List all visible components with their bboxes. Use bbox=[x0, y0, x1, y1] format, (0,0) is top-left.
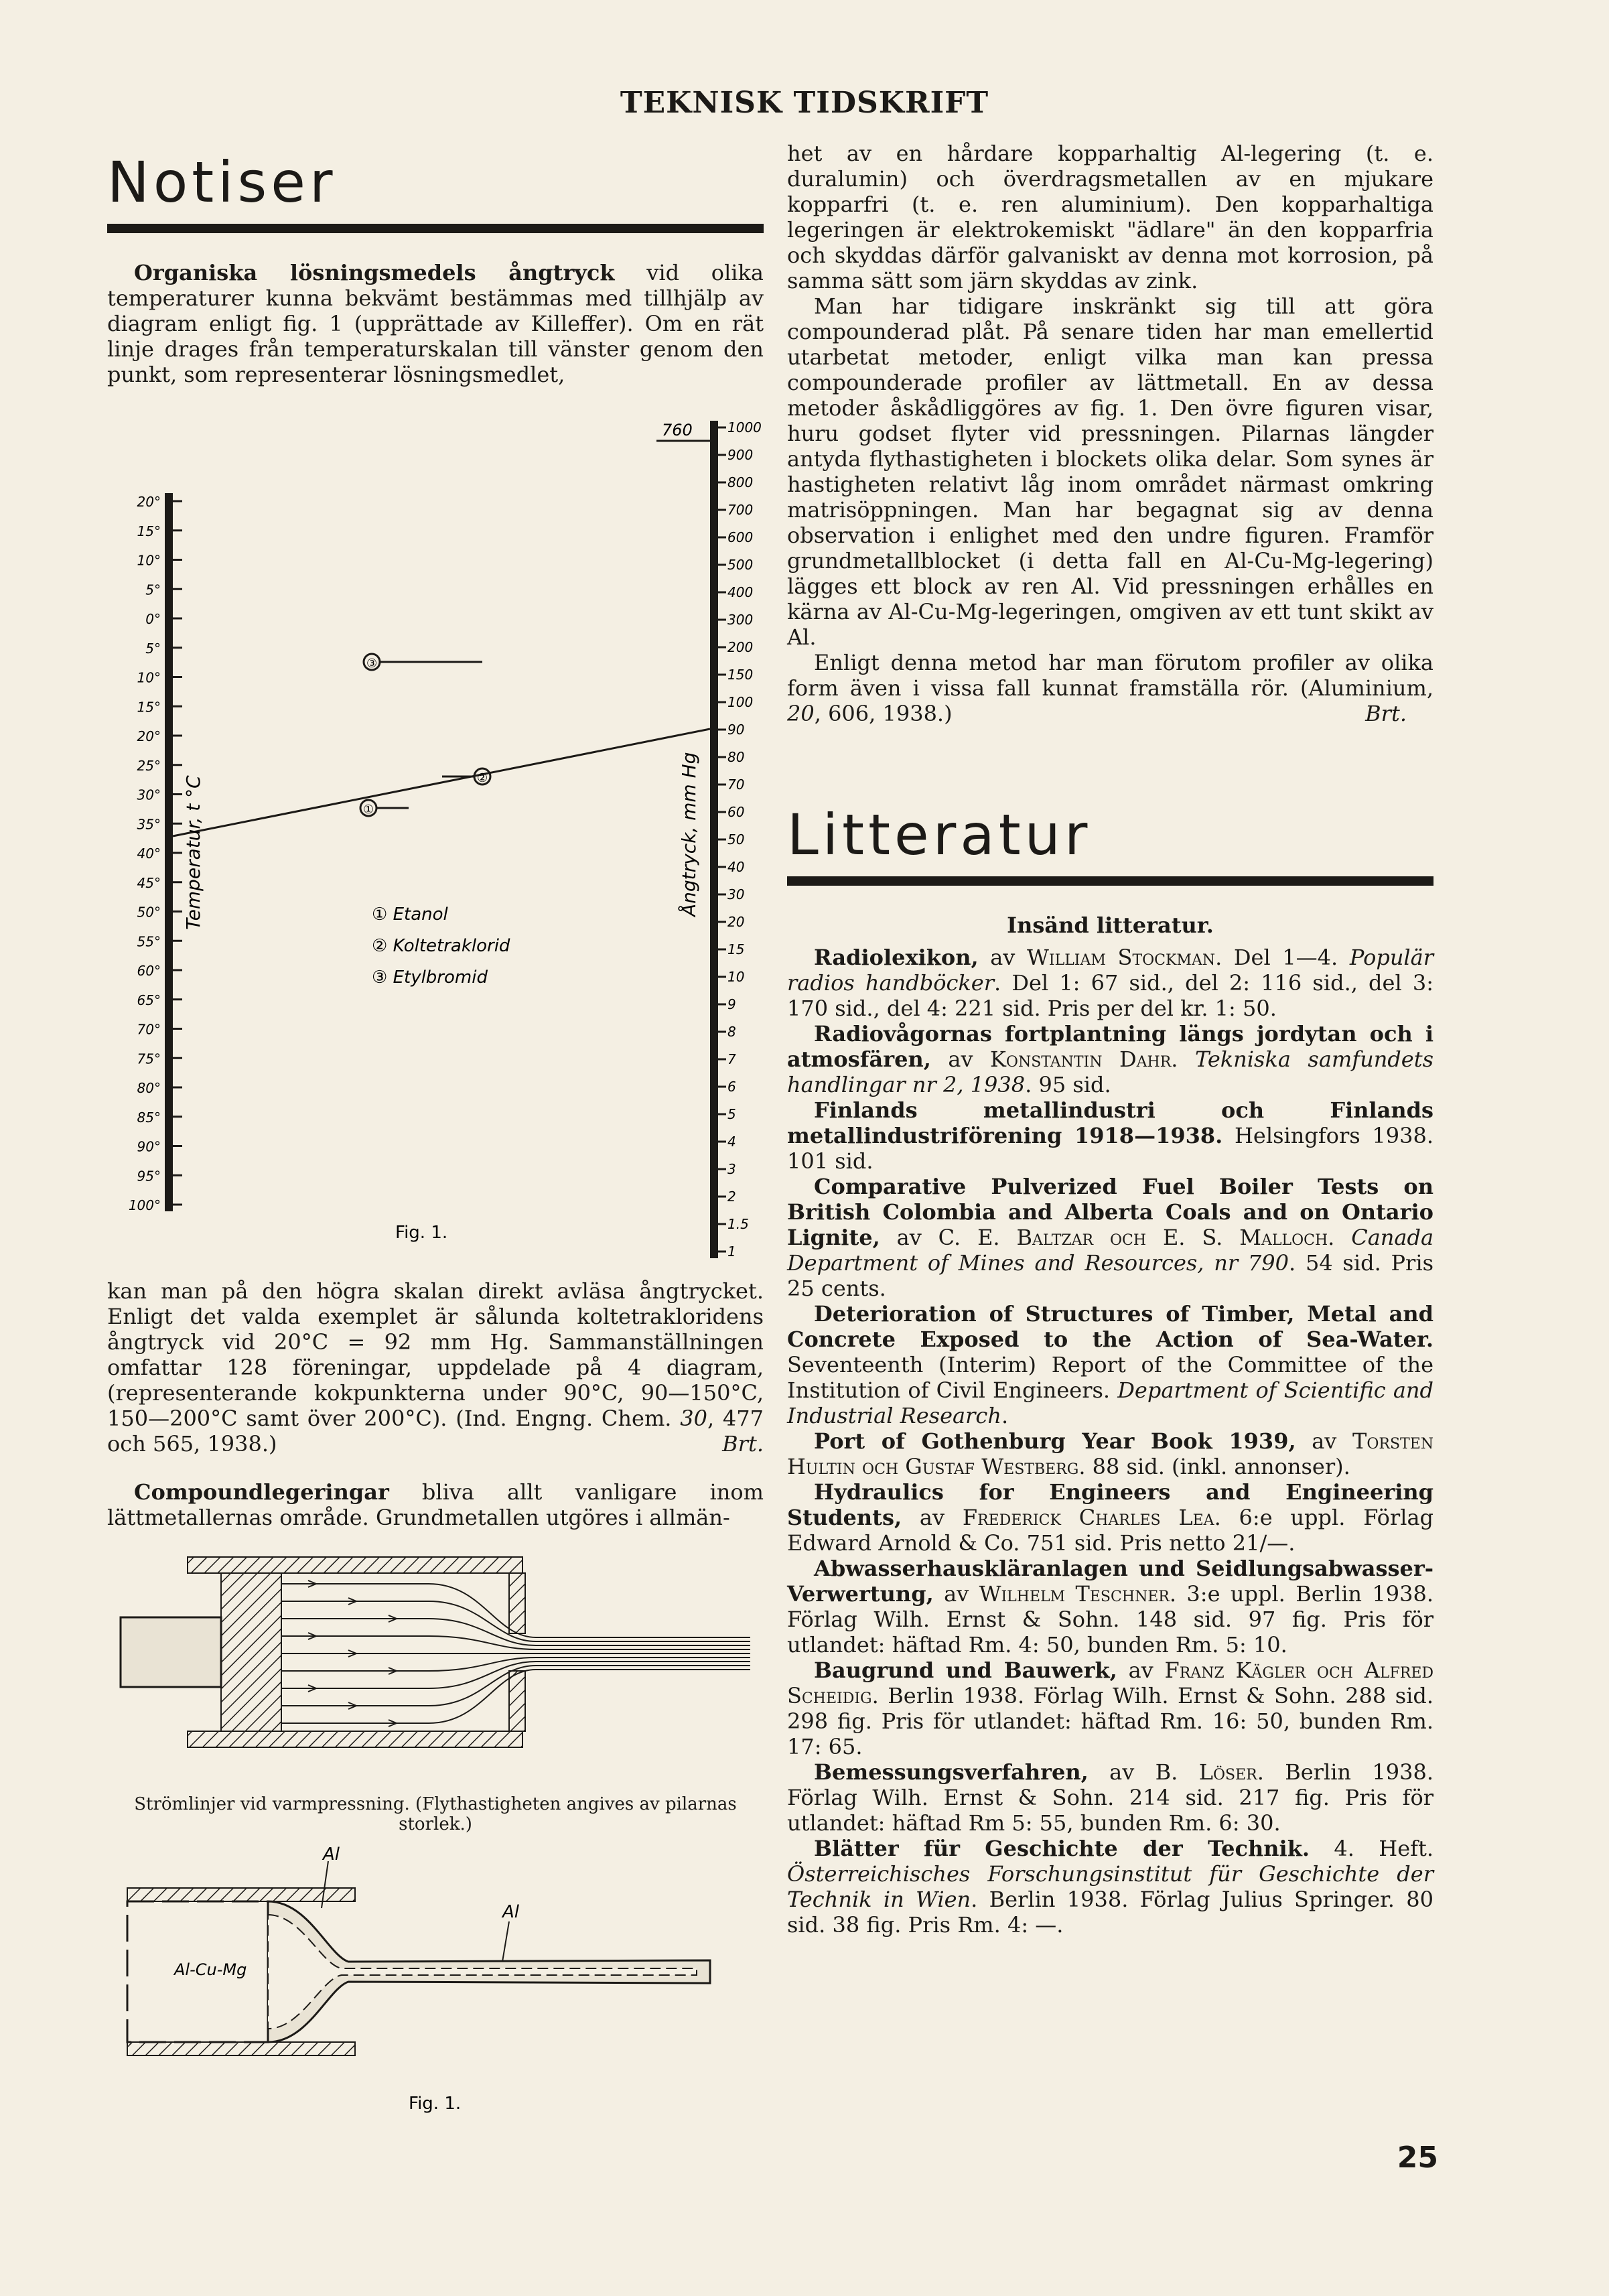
pressure-tick-label: 7 bbox=[727, 1051, 736, 1067]
label-al-layer: Al bbox=[502, 1902, 520, 1922]
container-wall-top bbox=[188, 1557, 522, 1573]
label-al-block: Al bbox=[323, 1844, 340, 1865]
literature-list bbox=[787, 945, 1433, 1938]
temperature-tick-label: 15° bbox=[137, 523, 161, 539]
literature-entry bbox=[787, 1097, 1433, 1174]
entry-series: Canada Department of Mines and Resources, nr 790 bbox=[787, 1225, 1434, 1276]
temperature-tick-label: 20° bbox=[137, 494, 161, 510]
entry-series: Department of Scientific and Industrial Research bbox=[787, 1377, 1434, 1428]
article1-paragraph bbox=[107, 260, 764, 387]
pressure-tick-label: 20 bbox=[727, 914, 745, 930]
nomogram-caption: Fig. 1. bbox=[395, 1223, 448, 1243]
ram-shaft bbox=[121, 1617, 221, 1687]
entry-title: Abwasserhauskläranlagen und Seidlungsabwasser-Verwertung, bbox=[787, 1556, 1433, 1607]
temperature-tick-label: 80° bbox=[137, 1080, 161, 1096]
temperature-axis-label: Temperatur, t °C bbox=[182, 775, 204, 930]
temperature-tick-label: 40° bbox=[137, 846, 161, 862]
article2-continued: het av en hårdare kopparhaltig Al-legering (t. e. duralumin) och överdragsmetallen av en mjukare kopparfri (t. e. ren aluminium). Den kopparhaltiga legeringen är elektrokemiskt "ädlare" än den kopparfria och skyddas därför galvaniskt av denna mot korrosion, på samma sätt som järn skyddas av zink. bbox=[787, 141, 1433, 293]
notiser-title: Notiser bbox=[107, 149, 337, 215]
entry-title: Radiolexikon, bbox=[814, 945, 979, 970]
temperature-tick-label: 0° bbox=[145, 611, 161, 627]
entry-author-prefix: av bbox=[1088, 1759, 1156, 1785]
example-line bbox=[173, 729, 710, 836]
pressure-scale-bar bbox=[710, 421, 718, 1258]
temperature-tick-label: 100° bbox=[128, 1197, 161, 1213]
pressure-tick-label: 1000 bbox=[727, 419, 762, 435]
point-1-label: ① bbox=[363, 803, 374, 817]
entry-author-prefix: av bbox=[1296, 1428, 1353, 1454]
entry-details: . Berlin 1938. Förlag Wilh. Ernst & Sohn. 214 sid. 217 fig. Pris för utlandet: häftad Rm 5: 55, bunden Rm. 6: 30. bbox=[787, 1759, 1434, 1836]
extrusion-caption: Strömlinjer vid varmpressning. (Flythastigheten angives av pilarnas storlek.) bbox=[134, 1794, 737, 1834]
article2-paragraph-2: Man har tidigare inskränkt sig till att göra compounderad plåt. På senare tiden har man emellertid utarbetat metoder, enligt vilka man kan pressa compounderade profiler av lättmetall. En av dessa metoder åskådliggöres av fig. 1. Den övre figuren visar, huru godset flyter vid pressningen. Pilarnas längder antyda flythastigheten i blockets olika delar. Som synes är hastigheten relativt låg inom området närmast omkring matrisöppningen. Man har begagnat sig av denna observation i enlighet med den undre figuren. Framför grundmetallblocket (i detta fall en Al-Cu-Mg-legering) lägges ett block av ren Al. Vid pressningen erhålles en kärna av Al-Cu-Mg-legeringen, omgiven av ett tunt skikt av Al. bbox=[787, 293, 1433, 650]
pressure-tick-label: 80 bbox=[727, 749, 745, 765]
entry-author: Franz Kägler och Alfred Scheidig bbox=[787, 1658, 1434, 1708]
pressure-tick-label: 1.5 bbox=[727, 1216, 749, 1232]
pressure-tick-label: 10 bbox=[727, 969, 745, 985]
article2-text: bliva allt vanligare inom lättmetallernas område. Grundmetallen utgöres i allmän- bbox=[107, 1479, 764, 1530]
pressure-tick-label: 5 bbox=[727, 1106, 736, 1122]
temperature-tick-label: 90° bbox=[137, 1138, 161, 1155]
article2-volume: 20 bbox=[787, 701, 815, 726]
temperature-tick-label: 35° bbox=[137, 816, 161, 833]
pressure-tick-label: 100 bbox=[727, 694, 754, 710]
article2-signature: Brt. bbox=[1365, 701, 1407, 726]
pressure-tick-label: 600 bbox=[727, 529, 754, 545]
entry-series: Österreichisches Forschungsinstitut für Geschichte der Technik in Wien bbox=[787, 1861, 1433, 1912]
literature-entry bbox=[787, 1428, 1433, 1479]
temperature-tick-label: 10° bbox=[137, 552, 161, 569]
pressure-tick-label: 150 bbox=[727, 667, 754, 683]
entry-details-2: . 54 sid. Pris 25 cents. bbox=[787, 1250, 1434, 1301]
pressure-tick-label: 800 bbox=[727, 474, 754, 490]
pressure-tick-label: 1 bbox=[727, 1243, 736, 1260]
pressure-scale bbox=[710, 419, 762, 1260]
entry-details: Seventeenth (Interim) Report of the Committee of the Institution of Civil Engineers. bbox=[787, 1352, 1433, 1403]
literature-entry bbox=[787, 1174, 1433, 1301]
entry-details: 4. Heft. bbox=[1310, 1836, 1434, 1861]
entry-title: Radiovågornas fortplantning längs jordytan och i atmosfären, bbox=[787, 1021, 1433, 1072]
legend-item-koltetraklorid: ② Koltetraklorid bbox=[372, 936, 510, 956]
litteratur-rule bbox=[787, 876, 1433, 886]
entry-series: Tekniska samfundets handlingar nr 2, 1938 bbox=[787, 1046, 1433, 1097]
pressure-tick-label: 3 bbox=[727, 1161, 736, 1177]
temperature-tick-label: 65° bbox=[137, 992, 161, 1008]
entry-details-2: . 95 sid. bbox=[1025, 1072, 1111, 1097]
pressure-tick-label: 200 bbox=[727, 639, 754, 655]
entry-title: Finlands metallindustri och Finlands metallindustriförening 1918—1938. bbox=[787, 1097, 1433, 1148]
entry-author: William Stockman bbox=[1027, 945, 1216, 970]
section-rule bbox=[107, 224, 764, 233]
pressure-tick-label: 30 bbox=[727, 886, 745, 902]
article1-text-2a: kan man på den högra skalan direkt avläsa ångtrycket. Enligt det valda exemplet är sålunda koltetrakloridens ångtryck vid 20°C = 92 mm Hg. Sammanställningen omfattar 128 föreningar, uppdelade på 4 diagram, (representerande kokpunkterna under 90°C, 90—150°C, 150—200°C samt över 200°C). (Ind. Engng. Chem. bbox=[107, 1278, 764, 1431]
compound-wall-top bbox=[127, 1888, 355, 1901]
temperature-tick-label: 30° bbox=[137, 787, 161, 803]
pressure-tick-label: 50 bbox=[727, 831, 745, 848]
pressure-tick-label: 2 bbox=[727, 1189, 736, 1205]
container-wall-bottom bbox=[188, 1731, 522, 1747]
entry-author: Torsten Hultin och Gustaf Westberg bbox=[787, 1428, 1434, 1479]
temperature-tick-label: 60° bbox=[137, 963, 161, 979]
entry-details: . 3:e uppl. Berlin 1938. Förlag Wilh. Ernst & Sohn. 148 sid. 97 fig. Pris för utlandet: häftad Rm. 4: 50, bunden Rm. 5: 10. bbox=[787, 1581, 1433, 1658]
entry-details: . Del 1—4. bbox=[1215, 945, 1350, 970]
point-3-label: ③ bbox=[366, 657, 378, 671]
nomogram-figure bbox=[107, 407, 764, 1278]
entry-title: Bemessungsverfahren, bbox=[814, 1759, 1089, 1785]
entry-details-2: . Berlin 1938. Förlag Julius Springer. 80 sid. 38 fig. Pris Rm. 4: —. bbox=[787, 1887, 1434, 1938]
entry-details: . Berlin 1938. Förlag Wilh. Ernst & Sohn. 288 sid. 298 fig. Pris för utlandet: häftad Rm. 16: 50, bunden Rm. 17: 65. bbox=[787, 1683, 1433, 1759]
pressure-tick-label: 900 bbox=[727, 447, 754, 463]
entry-author-prefix: av bbox=[978, 945, 1027, 970]
article1-text: vid olika temperaturer kunna bekvämt bestämmas med tillhjälp av diagram enligt fig. 1 (upprättade av Killeffer). Om en rät linje drages från temperaturskalan till vänster genom den punkt, som representerar lösningsmedlet, bbox=[107, 260, 764, 387]
temperature-scale bbox=[129, 493, 182, 1213]
entry-details: . 88 sid. (inkl. annonser). bbox=[1078, 1454, 1350, 1479]
journal-header: TEKNISK TIDSKRIFT bbox=[620, 86, 989, 120]
article1-lead: Organiska lösningsmedels ångtryck bbox=[134, 260, 615, 285]
entry-details: . bbox=[1328, 1225, 1352, 1250]
temperature-tick-label: 20° bbox=[137, 728, 161, 744]
left-column bbox=[107, 149, 764, 2125]
entry-details-2: . bbox=[1001, 1403, 1009, 1428]
article2-paragraph-3 bbox=[787, 650, 1433, 726]
die-lower bbox=[509, 1671, 525, 1731]
temperature-scale-bar bbox=[165, 493, 173, 1211]
pressure-tick-label: 500 bbox=[727, 557, 754, 573]
article2-lead: Compoundlegeringar bbox=[134, 1479, 389, 1505]
pressure-tick-label: 700 bbox=[727, 502, 754, 518]
nomogram-svg bbox=[107, 407, 764, 1278]
entry-details-2: . Del 1: 67 sid., del 2: 116 sid., del 3: 170 sid., del 4: 221 sid. Pris per del kr. 1: 50. bbox=[787, 970, 1434, 1021]
entry-author-prefix: av bbox=[930, 1046, 991, 1072]
temperature-tick-label: 5° bbox=[145, 582, 161, 598]
temperature-tick-label: 70° bbox=[137, 1021, 161, 1038]
temperature-tick-label: 95° bbox=[137, 1168, 161, 1185]
marker-760-label: 760 bbox=[662, 421, 693, 440]
entry-title: Blätter für Geschichte der Technik. bbox=[814, 1836, 1310, 1861]
literature-entry bbox=[787, 1759, 1433, 1836]
temperature-tick-label: 55° bbox=[137, 933, 161, 950]
temperature-tick-label: 45° bbox=[137, 874, 161, 891]
entry-author: C. E. Baltzar och E. S. Malloch bbox=[938, 1225, 1328, 1250]
entry-series: Populär radios handböcker bbox=[787, 945, 1434, 996]
entry-title: Port of Gothenburg Year Book 1939, bbox=[814, 1428, 1296, 1454]
temperature-tick-label: 10° bbox=[137, 669, 161, 686]
entry-author: Frederick Charles Lea bbox=[962, 1505, 1214, 1530]
temperature-tick-label: 85° bbox=[137, 1109, 161, 1126]
entry-author: Wilhelm Teschner bbox=[979, 1581, 1170, 1607]
entry-title: Comparative Pulverized Fuel Boiler Tests on British Colombia and Alberta Coals and on Ontario Lignite, bbox=[787, 1174, 1433, 1250]
pressure-tick-label: 70 bbox=[727, 776, 745, 793]
entry-author-prefix: av bbox=[933, 1581, 979, 1607]
entry-author-prefix: av bbox=[880, 1225, 938, 1250]
right-column bbox=[787, 141, 1433, 1938]
article1-paragraph-2 bbox=[107, 1278, 764, 1457]
extrusion-streamlines-figure bbox=[107, 1537, 764, 1792]
article2-text-3b: , 606, 1938.) bbox=[814, 701, 953, 726]
entry-details: . 6:e uppl. Förlag Edward Arnold & Co. 751 sid. Pris netto 21/—. bbox=[787, 1505, 1434, 1556]
pressure-tick-label: 40 bbox=[727, 859, 745, 875]
entry-author: Konstantin Dahr bbox=[990, 1046, 1172, 1072]
temperature-tick-label: 50° bbox=[137, 904, 161, 921]
legend-item-etanol: ① Etanol bbox=[372, 904, 448, 925]
compound-caption: Fig. 1. bbox=[409, 2094, 462, 2114]
article1-text-2b: , 477 och 565, 1938.) bbox=[107, 1406, 764, 1457]
temperature-tick-label: 15° bbox=[137, 699, 161, 716]
alcumg-core bbox=[268, 1915, 697, 2029]
pressure-tick-label: 300 bbox=[727, 612, 754, 628]
literature-entry bbox=[787, 1556, 1433, 1658]
entry-author: B. Löser bbox=[1155, 1759, 1257, 1785]
die-upper bbox=[509, 1573, 525, 1633]
litteratur-subhead: Insänd litteratur. bbox=[1007, 913, 1214, 938]
pressure-tick-label: 400 bbox=[727, 584, 754, 600]
literature-entry bbox=[787, 1836, 1433, 1938]
entry-title: Hydraulics for Engineers and Engineering Students, bbox=[787, 1479, 1433, 1530]
label-alcumg: Al-Cu-Mg bbox=[174, 1960, 247, 1979]
entry-details: Helsingfors 1938. 101 sid. bbox=[787, 1123, 1434, 1174]
al-label-leader-2 bbox=[502, 1921, 509, 1962]
literature-entry bbox=[787, 1021, 1433, 1097]
article1-signature: Brt. bbox=[722, 1431, 764, 1457]
literature-entry bbox=[787, 1658, 1433, 1759]
temperature-tick-label: 5° bbox=[145, 640, 161, 657]
temperature-tick-label: 25° bbox=[137, 757, 161, 774]
litteratur-title: Litteratur bbox=[787, 802, 1092, 868]
entry-author-prefix: av bbox=[902, 1505, 963, 1530]
pressure-axis-label: Ångtryck, mm Hg bbox=[678, 752, 700, 917]
pressure-tick-label: 90 bbox=[727, 722, 745, 738]
pressure-tick-label: 6 bbox=[727, 1079, 736, 1095]
compound-extrusion-figure bbox=[107, 1841, 764, 2122]
literature-entry bbox=[787, 1301, 1433, 1428]
literature-entry bbox=[787, 945, 1433, 1021]
entry-details: . bbox=[1171, 1046, 1195, 1072]
article2-paragraph bbox=[107, 1479, 764, 1530]
press-ram bbox=[221, 1573, 281, 1731]
pressure-tick-label: 60 bbox=[727, 804, 745, 820]
entry-author-prefix: av bbox=[1117, 1658, 1165, 1683]
entry-title: Baugrund und Bauwerk, bbox=[814, 1658, 1117, 1683]
point-2-label: ② bbox=[477, 771, 488, 785]
temperature-tick-label: 75° bbox=[137, 1051, 161, 1067]
entry-title: Deterioration of Structures of Timber, Metal and Concrete Exposed to the Action of Sea-Water. bbox=[787, 1301, 1433, 1352]
article2-text-3a: Enligt denna metod har man förutom profiler av olika form även i vissa fall kunnat framställa rör. (Aluminium, bbox=[787, 650, 1433, 701]
legend-item-etylbromid: ③ Etylbromid bbox=[372, 967, 488, 988]
pressure-tick-label: 15 bbox=[727, 941, 745, 957]
pressure-tick-label: 8 bbox=[727, 1024, 736, 1040]
page-number: 25 bbox=[1397, 2141, 1438, 2175]
compound-wall-bottom bbox=[127, 2042, 355, 2055]
pressure-tick-label: 4 bbox=[727, 1134, 736, 1150]
pressure-tick-label: 9 bbox=[727, 996, 736, 1012]
literature-entry bbox=[787, 1479, 1433, 1556]
article1-volume: 30 bbox=[680, 1406, 707, 1431]
